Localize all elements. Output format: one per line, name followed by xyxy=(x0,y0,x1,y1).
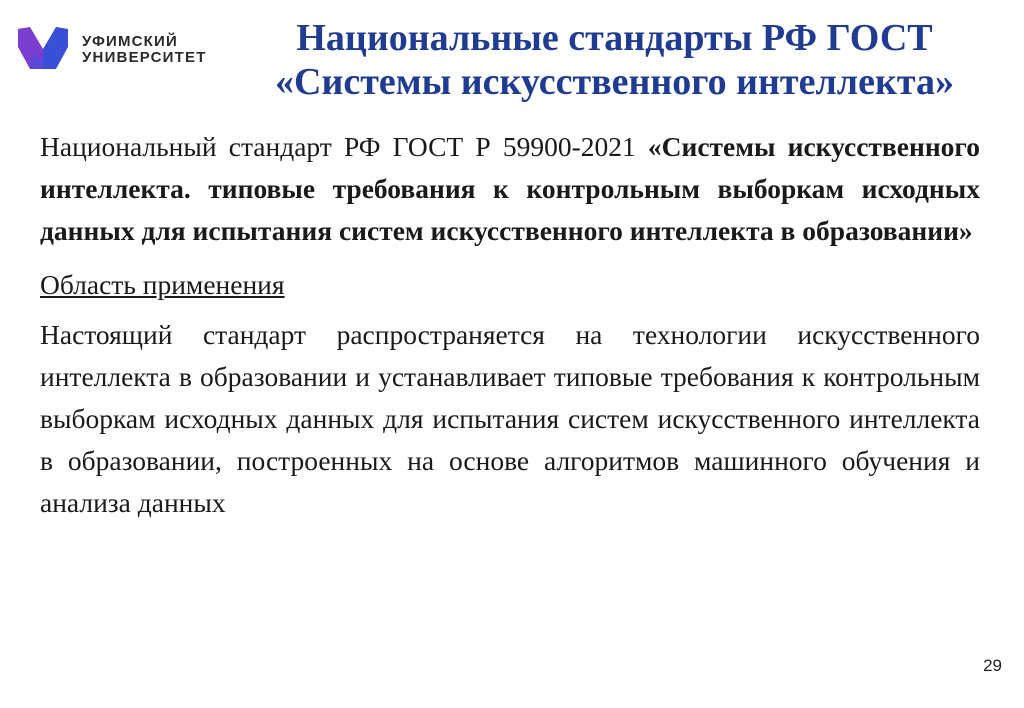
scope-text: Настоящий стандарт распространяется на технологии искусственного интеллекта в образовании и устанавливает типовые требования к контрольным выборкам исходных данных для испытания систем искусственного интеллекта в образовании, построенных на основе алгоритмов машинного обучения и анализа данных xyxy=(40,319,980,518)
page-number: 29 xyxy=(983,656,1002,675)
standard-name: «Системы искусственного интеллекта. типовые требования к контрольным выборкам исходных данных для испытания систем искусственного интеллекта в образовании» xyxy=(40,131,980,246)
slide-title xyxy=(235,16,994,104)
slide-content xyxy=(40,126,980,524)
title-line-2: «Системы искусственного интеллекта» xyxy=(275,61,954,103)
standard-intro-plain: Национальный стандарт РФ ГОСТ Р 59900-2021 xyxy=(40,131,648,162)
logo-wordmark xyxy=(82,34,207,66)
title-line-1: Национальные стандарты РФ ГОСТ xyxy=(296,17,933,59)
section-heading-scope: Область применения xyxy=(40,269,285,300)
logo-line-1: УФИМСКИЙ xyxy=(82,33,178,50)
logo-line-2: УНИВЕРСИТЕТ xyxy=(82,49,207,66)
university-logo-icon xyxy=(18,27,68,73)
university-logo xyxy=(18,27,207,73)
standard-intro xyxy=(40,126,980,252)
